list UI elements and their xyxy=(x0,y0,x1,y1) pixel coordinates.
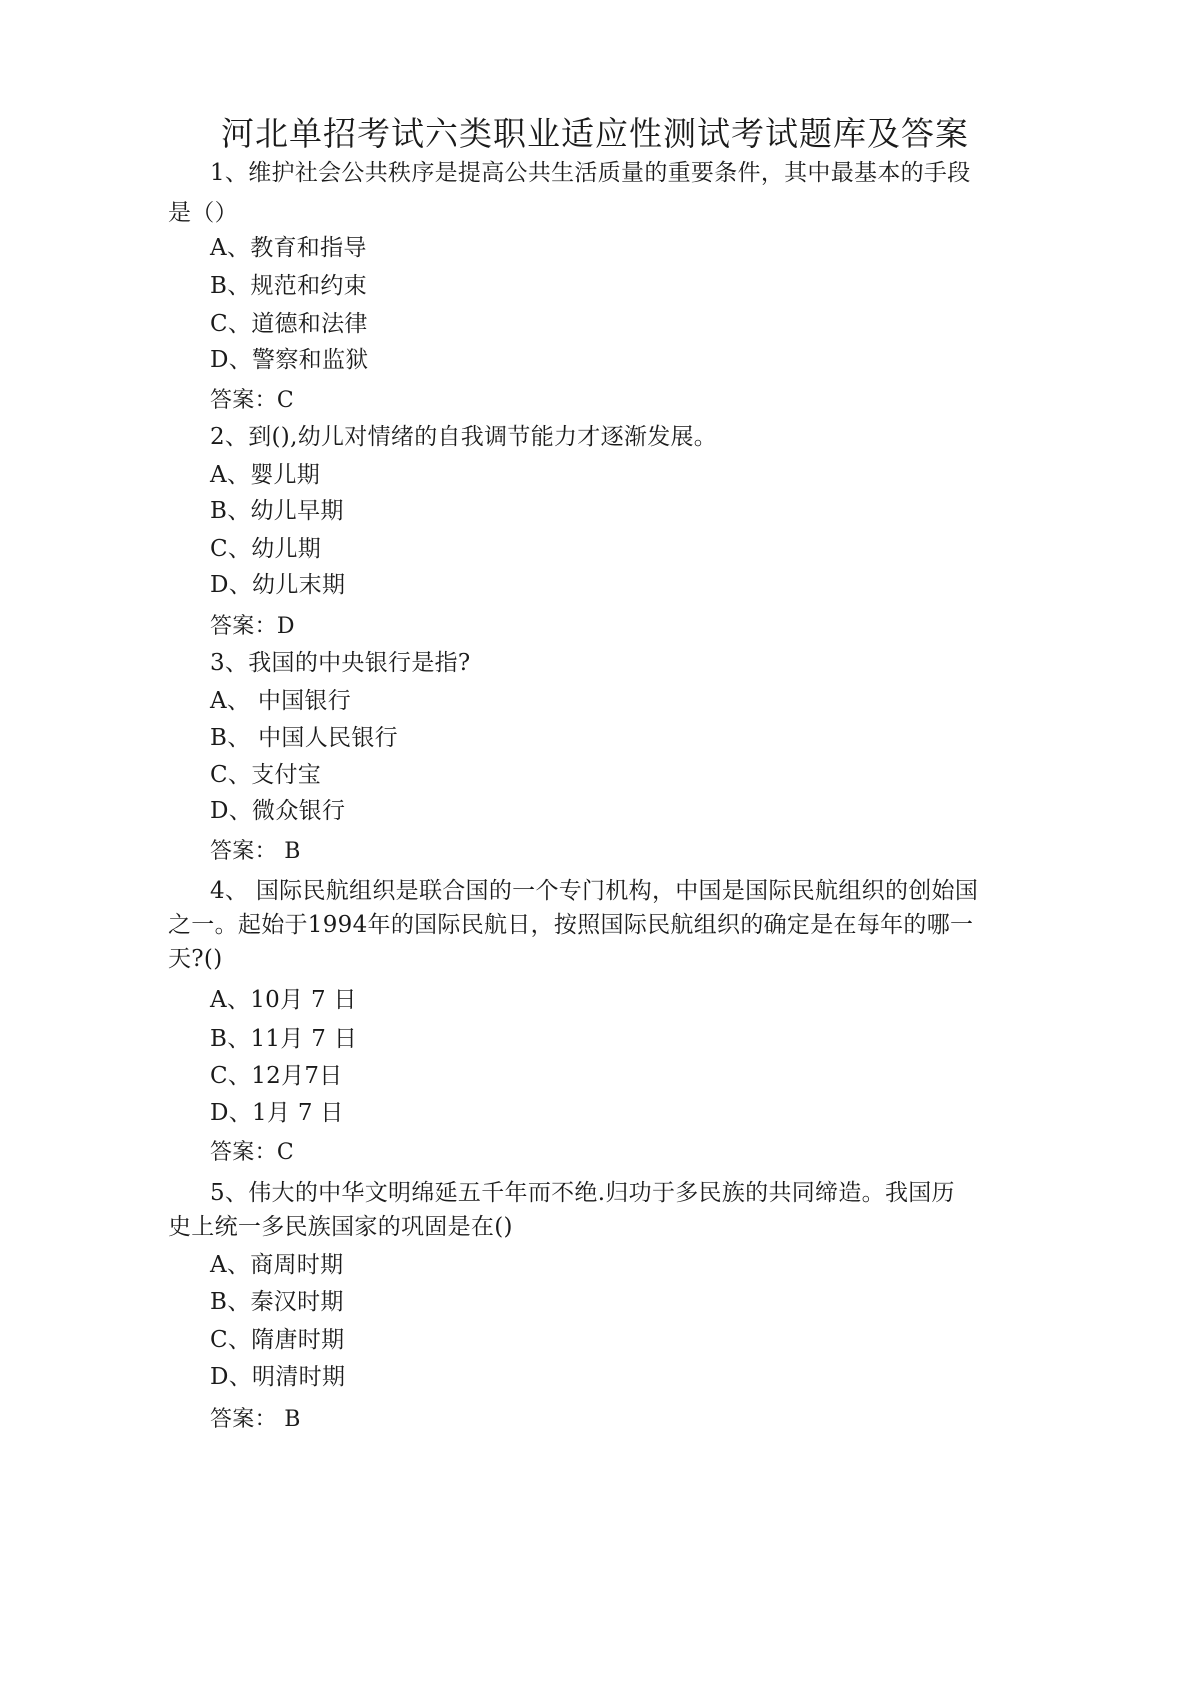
question-stem-line: 4、 国际民航组织是联合国的一个专门机构，中国是国际民航组织的创始国 xyxy=(210,878,979,904)
answer-label: 答案： B xyxy=(210,839,301,864)
option-b: B、幼儿早期 xyxy=(210,498,344,524)
answer-label: 答案：D xyxy=(210,614,295,639)
option-c: C、道德和法律 xyxy=(210,311,368,337)
document-title: 河北单招考试六类职业适应性测试考试题库及答案 xyxy=(221,114,969,153)
question-stem-line: 2、到(),幼儿对情绪的自我调节能力才逐渐发展。 xyxy=(210,424,718,450)
option-c: C、幼儿期 xyxy=(210,536,322,562)
option-a: A、教育和指导 xyxy=(210,235,367,261)
option-d: D、警察和监狱 xyxy=(210,347,369,373)
option-d: D、1月 7 日 xyxy=(210,1100,344,1126)
option-a: A、婴儿期 xyxy=(210,462,321,488)
option-a: A、10月 7 日 xyxy=(210,987,357,1013)
option-d: D、微众银行 xyxy=(210,798,346,824)
option-b: B、11月 7 日 xyxy=(210,1026,358,1052)
option-d: D、明清时期 xyxy=(210,1364,346,1390)
option-b: B、 中国人民银行 xyxy=(210,725,398,751)
question-stem-line: 史上统一多民族国家的巩固是在() xyxy=(168,1214,513,1240)
question-stem-line: 天?() xyxy=(168,946,223,972)
option-c: C、支付宝 xyxy=(210,762,322,788)
question-stem-line: 3、我国的中央银行是指? xyxy=(210,650,471,676)
option-a: A、商周时期 xyxy=(210,1252,344,1278)
question-stem-line: 1、维护社会公共秩序是提高公共生活质量的重要条件，其中最基本的手段 xyxy=(210,160,971,186)
option-c: C、12月7日 xyxy=(210,1063,343,1089)
question-stem-line: 5、伟大的中华文明绵延五千年而不绝.归功于多民族的共同缔造。我国历 xyxy=(210,1180,955,1206)
option-b: B、秦汉时期 xyxy=(210,1289,344,1315)
question-stem-line: 是（） xyxy=(168,200,238,226)
question-stem-line: 之一。起始于1994年的国际民航日，按照国际民航组织的确定是在每年的哪一 xyxy=(168,912,974,938)
answer-label: 答案：C xyxy=(210,1140,295,1165)
option-a: A、 中国银行 xyxy=(210,688,352,714)
answer-label: 答案： B xyxy=(210,1407,301,1432)
option-d: D、幼儿末期 xyxy=(210,572,346,598)
answer-label: 答案：C xyxy=(210,388,295,413)
option-b: B、规范和约束 xyxy=(210,273,368,299)
option-c: C、隋唐时期 xyxy=(210,1327,345,1353)
